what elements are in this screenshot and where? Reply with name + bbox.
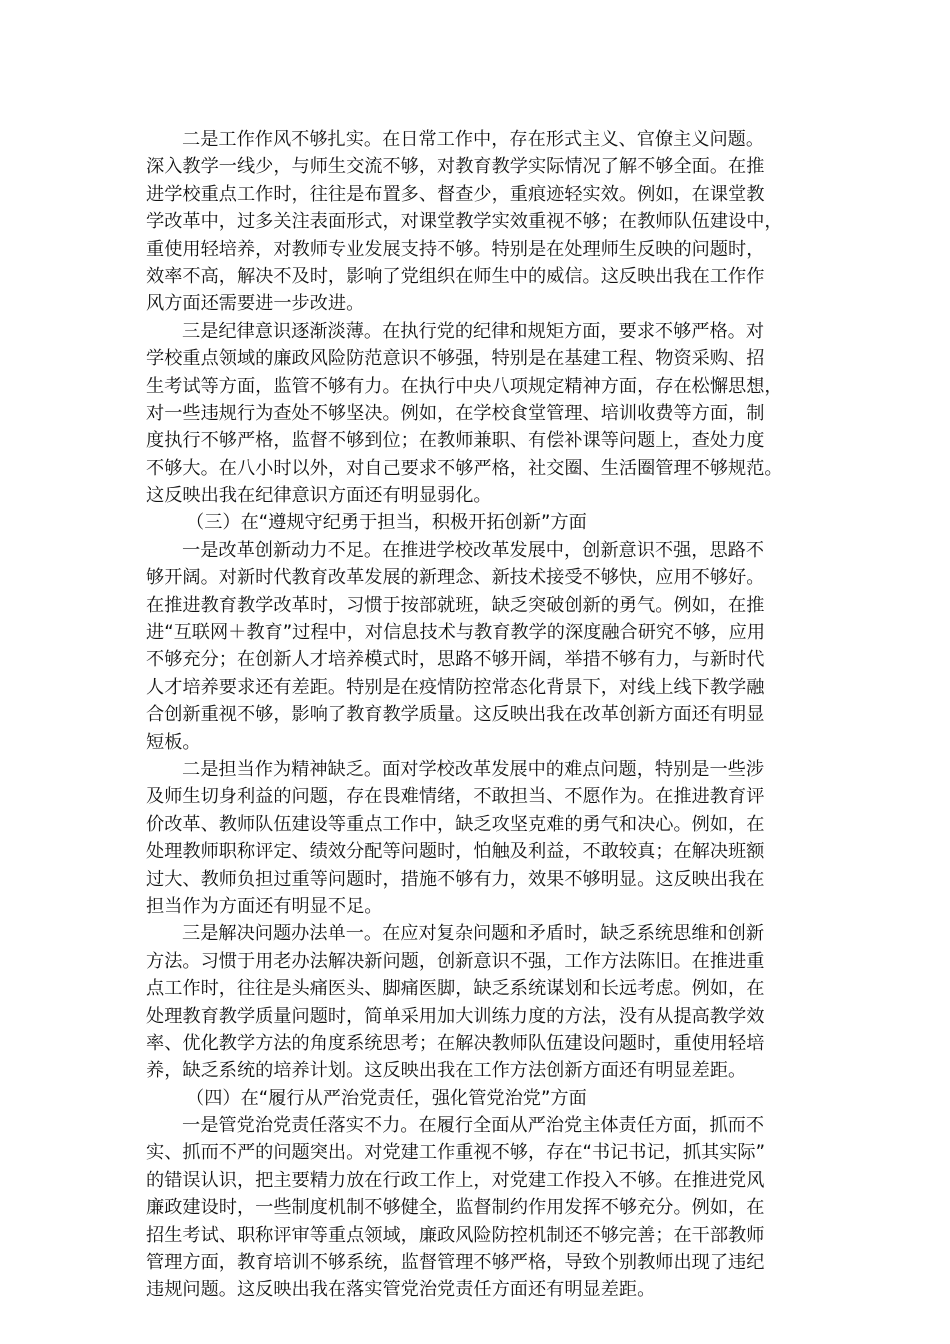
text-line: 养，缺乏系统的培养计划。这反映出我在工作方法创新方面还有明显差距。 bbox=[146, 1060, 747, 1082]
text-line: 处理教育教学质量问题时，简单采用加大训练力度的方法，没有从提高教学效 bbox=[146, 1005, 765, 1027]
text-line: 方法。习惯于用老办法解决新问题，创新意识不强，工作方法陈旧。在推进重 bbox=[146, 950, 765, 972]
text-line: 三是解决问题办法单一。在应对复杂问题和矛盾时，缺乏系统思维和创新 bbox=[182, 923, 765, 945]
document-body bbox=[146, 126, 804, 1304]
text-line: 学校重点领域的廉政风险防范意识不够强，特别是在基建工程、物资采购、招 bbox=[146, 348, 765, 370]
text-line: 效率不高，解决不及时，影响了党组织在师生中的威信。这反映出我在工作作 bbox=[146, 265, 765, 287]
text-line: 学改革中，过多关注表面形式，对课堂教学实效重视不够；在教师队伍建设中， bbox=[146, 211, 783, 233]
text-line: 担当作为方面还有明显不足。 bbox=[146, 895, 383, 917]
text-line: 一是管党治党责任落实不力。在履行全面从严治党主体责任方面，抓而不 bbox=[182, 1115, 765, 1137]
text-line: 在推进教育教学改革时，习惯于按部就班，缺乏突破创新的勇气。例如，在推 bbox=[146, 594, 765, 616]
text-line: 深入教学一线少，与师生交流不够，对教育教学实际情况了解不够全面。在推 bbox=[146, 156, 765, 178]
text-line: 进“互联网＋教育”过程中，对信息技术与教育教学的深度融合研究不够，应用 bbox=[146, 622, 766, 644]
text-line: 管理方面，教育培训不够系统，监督管理不够严格，导致个别教师出现了违纪 bbox=[146, 1252, 765, 1274]
section-heading: （四）在“履行从严治党责任，强化管党治党”方面 bbox=[186, 1087, 587, 1109]
text-line: 合创新重视不够，影响了教育教学质量。这反映出我在改革创新方面还有明显 bbox=[146, 704, 765, 726]
text-line: 点工作时，往往是头痛医头、脚痛医脚，缺乏系统谋划和长远考虑。例如，在 bbox=[146, 978, 765, 1000]
text-line: 一是改革创新动力不足。在推进学校改革发展中，创新意识不强，思路不 bbox=[182, 539, 765, 561]
text-line: 率、优化教学方法的角度系统思考；在解决教师队伍建设问题时，重使用轻培 bbox=[146, 1032, 765, 1054]
text-line: 实、抓而不严的问题突出。对党建工作重视不够，存在“书记书记，抓其实际” bbox=[146, 1142, 766, 1164]
text-line: 的错误认识，把主要精力放在行政工作上，对党建工作投入不够。在推进党风 bbox=[146, 1169, 765, 1191]
text-line: 处理教师职称评定、绩效分配等问题时，怕触及利益，不敢较真；在解决班额 bbox=[146, 841, 765, 863]
text-line: 短板。 bbox=[146, 731, 201, 753]
text-line: 价改革、教师队伍建设等重点工作中，缺乏攻坚克难的勇气和决心。例如，在 bbox=[146, 813, 765, 835]
text-line: 不够大。在八小时以外，对自己要求不够严格，社交圈、生活圈管理不够规范。 bbox=[146, 457, 783, 479]
text-line: 风方面还需要进一步改进。 bbox=[146, 293, 365, 315]
text-line: 这反映出我在纪律意识方面还有明显弱化。 bbox=[146, 485, 492, 507]
text-line: 过大、教师负担过重等问题时，措施不够有力，效果不够明显。这反映出我在 bbox=[146, 868, 765, 890]
text-line: 够开阔。对新时代教育改革发展的新理念、新技术接受不够快，应用不够好。 bbox=[146, 567, 765, 589]
text-line: 及师生切身利益的问题，存在畏难情绪，不敢担当、不愿作为。在推进教育评 bbox=[146, 786, 765, 808]
text-line: 生考试等方面，监管不够有力。在执行中央八项规定精神方面，存在松懈思想， bbox=[146, 375, 783, 397]
text-line: 二是工作作风不够扎实。在日常工作中，存在形式主义、官僚主义问题。 bbox=[182, 129, 765, 150]
text-line: 招生考试、职称评审等重点领域，廉政风险防控机制还不够完善；在干部教师 bbox=[146, 1224, 765, 1246]
text-line: 不够充分；在创新人才培养模式时，思路不够开阔，举措不够有力，与新时代 bbox=[146, 649, 765, 671]
text-line: 度执行不够严格，监督不够到位；在教师兼职、有偿补课等问题上，查处力度 bbox=[146, 430, 765, 452]
text-line: 重使用轻培养，对教师专业发展支持不够。特别是在处理师生反映的问题时， bbox=[146, 238, 765, 260]
text-line: 人才培养要求还有差距。特别是在疫情防控常态化背景下，对线上线下教学融 bbox=[146, 676, 765, 698]
text-line: 二是担当作为精神缺乏。面对学校改革发展中的难点问题，特别是一些涉 bbox=[182, 758, 765, 780]
text-line: 三是纪律意识逐渐淡薄。在执行党的纪律和规矩方面，要求不够严格。对 bbox=[182, 320, 765, 342]
text-line: 进学校重点工作时，往往是布置多、督查少，重痕迹轻实效。例如，在课堂教 bbox=[146, 183, 765, 205]
section-heading: （三）在“遵规守纪勇于担当，积极开拓创新”方面 bbox=[186, 512, 587, 534]
text-line: 对一些违规行为查处不够坚决。例如，在学校食堂管理、培训收费等方面，制 bbox=[146, 402, 765, 424]
text-line: 违规问题。这反映出我在落实管党治党责任方面还有明显差距。 bbox=[146, 1279, 656, 1301]
text-line: 廉政建设时，一些制度机制不够健全，监督制约作用发挥不够充分。例如，在 bbox=[146, 1197, 765, 1219]
